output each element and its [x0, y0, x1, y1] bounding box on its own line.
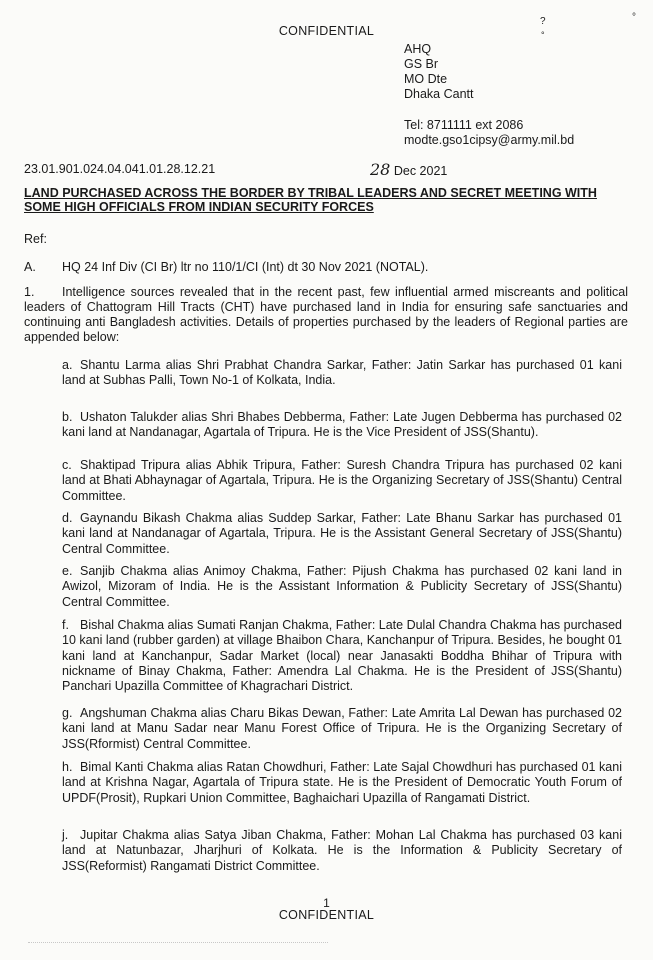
file-reference-number: 23.01.901.024.04.041.01.28.12.21 — [24, 162, 216, 176]
item-label: b. — [62, 410, 73, 424]
paragraph-number: 1. — [24, 285, 35, 299]
item-label: f. — [62, 618, 69, 632]
address-line: GS Br — [404, 57, 439, 71]
address-line: AHQ — [404, 42, 432, 56]
item-label: g. — [62, 706, 73, 720]
item-text: Sanjib Chakma alias Animoy Chakma, Father: Pijush Chakma has purchased 02 kani land in Awizol, Mizoram of India. He is the Assistant Information & Publicity Secretary of JSS(Shantu) Central Committee. — [62, 564, 622, 609]
list-item-a — [62, 358, 622, 389]
item-label: e. — [62, 564, 73, 578]
item-text: Shaktipad Tripura alias Abhik Tripura, Father: Suresh Chandra Tripura has purchased 02 kani land at Bhati Abhaynagar of Agartala, Tripura. He is the Organizing Secretary of JSS(Shantu) Central Committee. — [62, 458, 622, 503]
address-line: Dhaka Cantt — [404, 87, 474, 101]
item-label: a. — [62, 358, 73, 372]
list-item-c — [62, 458, 622, 504]
telephone: Tel: 8711111 ext 2086 — [404, 118, 524, 132]
list-item-b — [62, 410, 622, 441]
reference-heading: Ref: — [24, 232, 47, 246]
item-label: h. — [62, 760, 73, 774]
item-text: Jupitar Chakma alias Satya Jiban Chakma, Father: Mohan Lal Chakma has purchased 03 kani land at Natunbazar, Jharjhuri of Kolkata. He is the Information & Publicity Secretary of JSS(Reformist) Rangamati District Committee. — [62, 828, 622, 873]
contact-block — [404, 118, 574, 148]
list-item-h — [62, 760, 622, 806]
item-label: d. — [62, 511, 73, 525]
letter-date — [370, 160, 447, 179]
list-item-j — [62, 828, 622, 874]
list-item-d — [62, 511, 622, 557]
list-item-e — [62, 564, 622, 610]
page-number: 1 — [323, 896, 330, 910]
handwritten-day: 28 — [370, 160, 391, 179]
list-item-g — [62, 706, 622, 752]
list-item-f — [62, 618, 622, 694]
email-address: modte.gso1cipsy@army.mil.bd — [404, 133, 575, 147]
reference-item — [24, 260, 428, 274]
classification-header: CONFIDENTIAL — [278, 24, 375, 38]
item-text: Bimal Kanti Chakma alias Ratan Chowdhuri, Father: Late Sajal Chowdhuri has purchased 01 kani land at Krishna Nagar, Agartala of Tripura state. He is the President of Democratic Youth Forum of UPDF(Prosit), Rupkari Union Committee, Baghaichari Upazilla of Rangamati District. — [62, 760, 622, 805]
subject-heading: LAND PURCHASED ACROSS THE BORDER BY TRIBAL LEADERS AND SECRET MEETING WITH SOME HIGH OFFICIALS FROM INDIAN SECURITY FORCES — [24, 186, 597, 214]
item-text: Angshuman Chakma alias Charu Bikas Dewan, Father: Late Amrita Lal Dewan has purchased 02 kani land at Manu Sadar near Manu Forest Office of Tripura. He is the Organizing Secretary of JSS(Rformist) Central Committee. — [62, 706, 622, 751]
item-label: c. — [62, 458, 72, 472]
classification-footer: CONFIDENTIAL — [278, 908, 375, 922]
stray-mark: ? — [540, 16, 546, 27]
paragraph-1 — [24, 285, 628, 345]
item-text: Shantu Larma alias Shri Prabhat Chandra Sarkar, Father: Jatin Sarkar has purchased 01 kani land at Subhas Palli, Town No-1 of Kolkata, India. — [62, 358, 622, 388]
reference-label: A. — [24, 260, 36, 274]
stray-mark: ° — [541, 30, 545, 40]
address-line: MO Dte — [404, 72, 448, 86]
month-year: Dec 2021 — [393, 164, 448, 178]
item-label: j. — [62, 828, 69, 842]
item-text: Gaynandu Bikash Chakma alias Suddep Sarkar, Father: Late Bhanu Sarkar has purchased 01 kani land at Nandanagar of Agartala, Tripura. He is the Assistant General Secretary of JSS(Shantu) Central Committee. — [62, 511, 622, 556]
paragraph-text: Intelligence sources revealed that in the recent past, few influential armed miscreants and political leaders of Chattogram Hill Tracts (CHT) have purchased land in India for ensuring safe sanctuaries and continuing anti Bangladesh activities. Details of properties purchased by the leaders of Regional parties are appended below: — [24, 285, 628, 344]
sender-address — [404, 42, 473, 102]
reference-text: HQ 24 Inf Div (CI Br) ltr no 110/1/CI (Int) dt 30 Nov 2021 (NOTAL). — [62, 260, 429, 274]
bleed-through-line — [28, 942, 328, 947]
item-text: Bishal Chakma alias Sumati Ranjan Chakma, Father: Late Dulal Chandra Chakma has purchased 10 kani land (rubber garden) at village Bhaibon Chara, Kanchanpur of Tripura. Besides, he bought 01 kani land at Kanchanpur, Sadar Market (local) near Janasakti Boddha Bhihar of Tripura with nickname of Binay Chakma, Father: Amendra Lal Chakma. He is the President of JSS(Shantu) Panchari Upazilla Committee of Khagrachari District. — [62, 618, 622, 694]
stray-mark: ° — [632, 12, 636, 23]
item-text: Ushaton Talukder alias Shri Bhabes Debberma, Father: Late Jugen Debberma has purchased 02 kani land at Nandanagar, Agartala of Tripura. He is the Vice President of JSS(Shantu). — [62, 410, 622, 440]
